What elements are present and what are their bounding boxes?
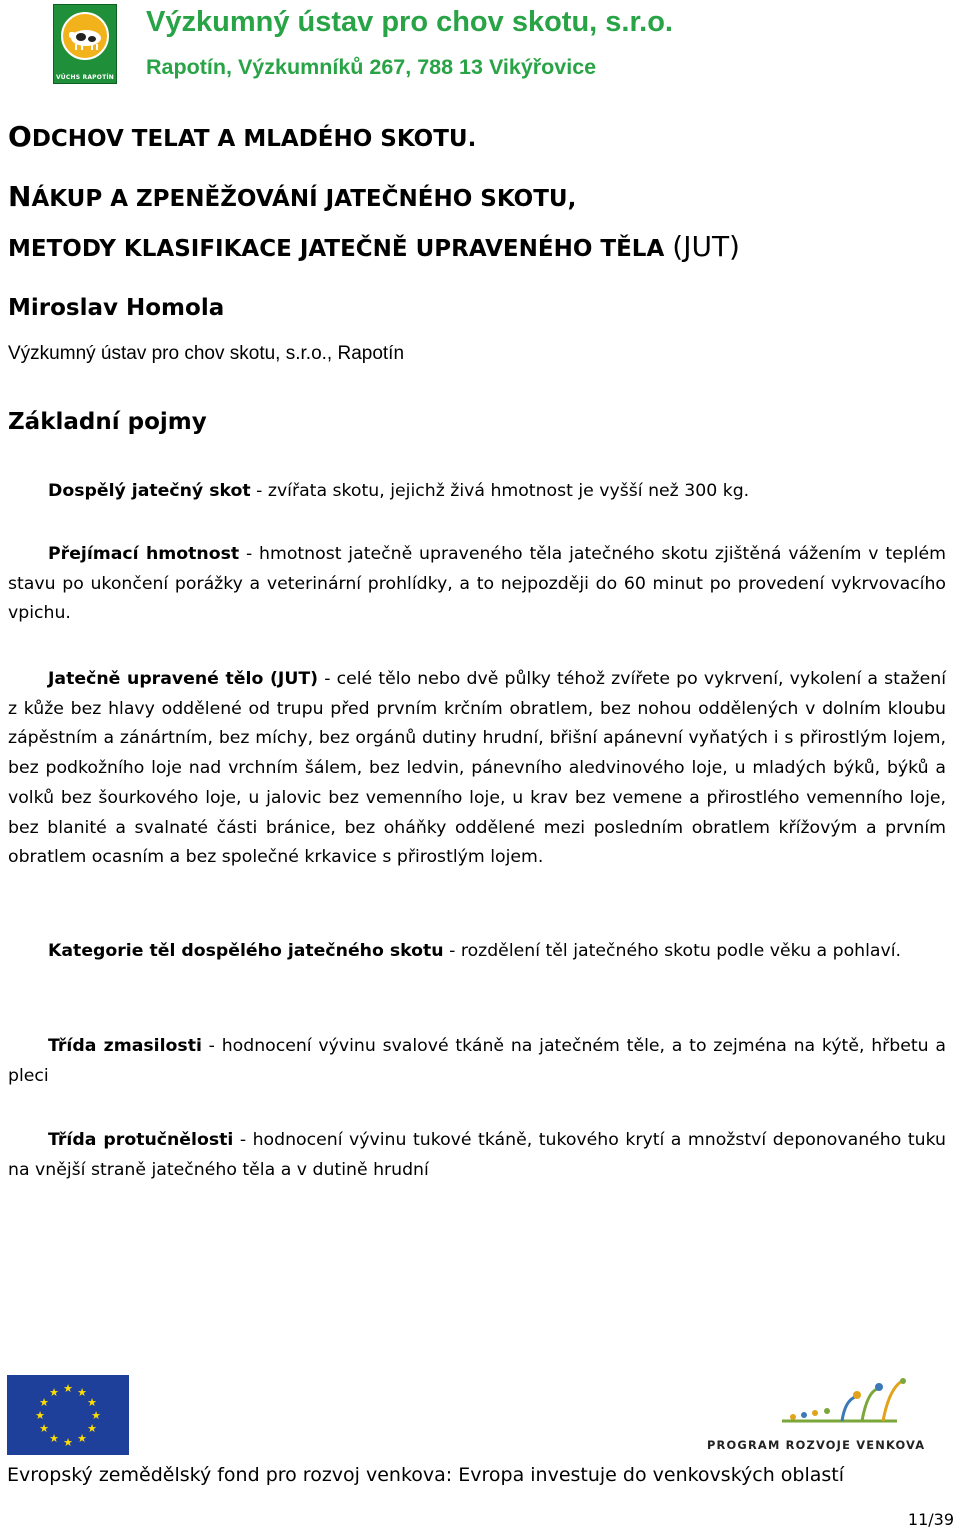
eu-flag-icon xyxy=(7,1375,129,1455)
document-title-line-3 xyxy=(8,230,740,263)
logo-caption: VÚCHS RAPOTÍN xyxy=(55,74,115,81)
svg-text:★: ★ xyxy=(63,1382,73,1395)
program-label: PROGRAM ROZVOJE VENKOVA xyxy=(707,1438,926,1452)
cow-logo-icon xyxy=(59,10,111,68)
definition-paragraph xyxy=(8,937,946,967)
author-institute: Výzkumný ústav pro chov skotu, s.r.o., Rapotín xyxy=(8,343,405,364)
title-text: METODY KLASIFIKACE JATEČNĚ UPRAVENÉHO TĚLA xyxy=(8,236,665,262)
organization-address: Rapotín, Výzkumníků 267, 788 13 Vikýřovice xyxy=(146,55,597,79)
svg-text:★: ★ xyxy=(91,1409,101,1422)
definition-term: Třída zmasilosti xyxy=(48,1036,202,1056)
definition-text: - hmotnost jatečně upraveného těla jatečného skotu zjištěná vážením v teplém stavu po ukončení porážky a veterinární prohlídky, a to nejpozději do 60 minut po provedení vykrvovacího vpichu. xyxy=(8,544,946,624)
sprouting-plants-icon xyxy=(707,1375,907,1435)
title-suffix: (JUT) xyxy=(672,230,740,263)
rural-development-program-logo xyxy=(707,1375,926,1455)
document-title-line-1 xyxy=(8,120,476,153)
svg-text:★: ★ xyxy=(87,1422,97,1435)
svg-text:★: ★ xyxy=(49,1432,59,1445)
definition-paragraph xyxy=(8,1032,946,1091)
definition-text: - rozdělení těl jatečného skotu podle věku a pohlaví. xyxy=(443,941,902,961)
svg-text:★: ★ xyxy=(39,1396,49,1409)
svg-text:★: ★ xyxy=(39,1422,49,1435)
svg-text:★: ★ xyxy=(49,1386,59,1399)
definition-text: - zvířata skotu, jejichž živá hmotnost je vyšší než 300 kg. xyxy=(250,481,750,501)
definition-term: Přejímací hmotnost xyxy=(48,544,240,564)
definition-term: Jatečně upravené tělo (JUT) xyxy=(48,669,319,689)
definition-paragraph xyxy=(8,1126,946,1185)
definition-text: - hodnocení vývinu tukové tkáně, tukového krytí a množství deponovaného tuku na vnější straně jatečného těla a v dutině hrudní xyxy=(8,1130,947,1180)
title-initial: N xyxy=(8,180,32,213)
definition-term: Kategorie těl dospělého jatečného skotu xyxy=(48,941,444,961)
section-heading: Základní pojmy xyxy=(8,409,207,435)
definition-term: Dospělý jatečný skot xyxy=(48,481,251,501)
svg-text:★: ★ xyxy=(35,1409,45,1422)
svg-text:★: ★ xyxy=(63,1436,73,1449)
organization-title: Výzkumný ústav pro chov skotu, s.r.o. xyxy=(146,6,673,38)
page-number: 11/39 xyxy=(907,1510,954,1529)
document-title-line-2 xyxy=(8,180,576,213)
title-text: ÁKUP A ZPENĚŽOVÁNÍ JATEČNÉHO SKOTU, xyxy=(31,186,577,212)
definition-text: - hodnocení vývinu svalové tkáně na jatečném těle, a to zejména na kýtě, hřbetu a pleci xyxy=(8,1036,946,1086)
definition-paragraph xyxy=(8,540,946,629)
definition-paragraph xyxy=(8,477,946,507)
definition-paragraph xyxy=(8,665,946,873)
institute-logo xyxy=(53,4,117,84)
definition-text: - celé tělo nebo dvě půlky téhož zvířete po vykrvení, vykolení a stažení z kůže bez hlavy oddělené od trupu před prvním krčním obratlem, bez nohou oddělených v dolním kloubu zápěstním a zánártním, bez míchy, bez orgánů dutiny hrudní, břišní apánevní vyňatých i s přirostlým lojem, bez podkožního loje nad vrchním šálem, bez ledvin, pánevního aledvinového loje, u mladých býků, býků a volků bez šourkového loje, u jalovic bez vemenního loje, u krav bez vemene a přirostlého vemenního loje, bez blanité a svalnaté části bránice, bez oháňky oddělené mezi posledním obratlem křížovým a prvním obratlem ocasním a bez společné krkavice s přirostlým lojem. xyxy=(8,669,946,868)
definition-term: Třída protučnělosti xyxy=(48,1130,234,1150)
svg-text:★: ★ xyxy=(77,1386,87,1399)
svg-text:★: ★ xyxy=(87,1396,97,1409)
footer-fund-text: Evropský zemědělský fond pro rozvoj venkova: Evropa investuje do venkovských oblastí xyxy=(7,1464,845,1486)
svg-text:★: ★ xyxy=(77,1432,87,1445)
title-text: DCHOV TELAT A MLADÉHO SKOTU. xyxy=(31,126,477,152)
author-name: Miroslav Homola xyxy=(8,295,225,321)
title-initial: O xyxy=(8,120,32,153)
